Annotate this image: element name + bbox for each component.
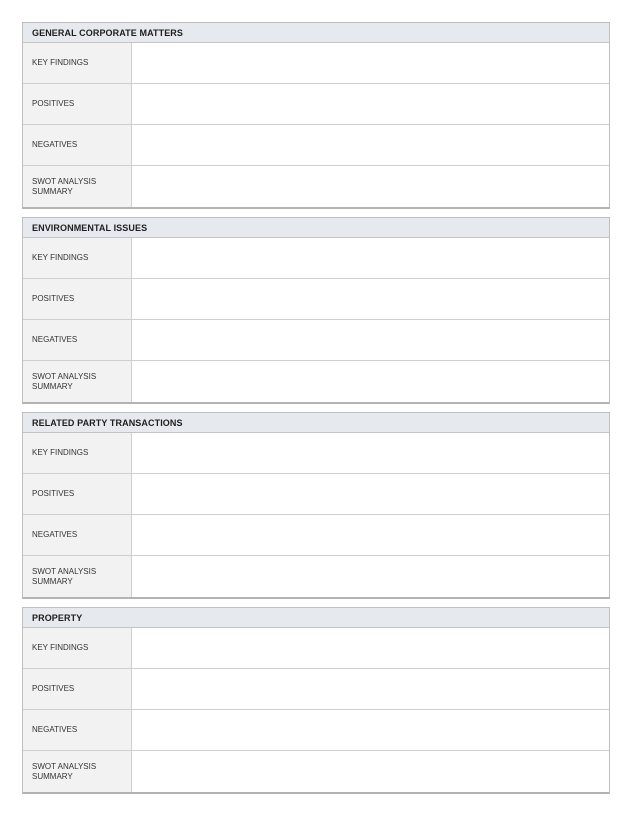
row-label-negatives: NEGATIVES [23,515,132,555]
table-row [23,515,609,556]
table-row [23,474,609,515]
row-label-key-findings: KEY FINDINGS [23,433,132,473]
row-label-swot-summary: SWOT ANALYSIS SUMMARY [23,751,132,792]
section-property [22,607,610,794]
table-row [23,669,609,710]
swot-summary-field[interactable] [132,166,609,207]
swot-summary-field[interactable] [132,361,609,402]
table-row [23,751,609,792]
table-row [23,125,609,166]
swot-summary-field[interactable] [132,556,609,597]
table-row [23,556,609,597]
table-row [23,628,609,669]
section-title: GENERAL CORPORATE MATTERS [23,23,609,43]
row-label-key-findings: KEY FINDINGS [23,628,132,668]
swot-summary-field[interactable] [132,751,609,792]
positives-field[interactable] [132,84,609,124]
row-label-swot-summary: SWOT ANALYSIS SUMMARY [23,166,132,207]
row-label-positives: POSITIVES [23,279,132,319]
key-findings-field[interactable] [132,433,609,473]
section-title: ENVIRONMENTAL ISSUES [23,218,609,238]
negatives-field[interactable] [132,710,609,750]
negatives-field[interactable] [132,320,609,360]
table-row [23,238,609,279]
key-findings-field[interactable] [132,238,609,278]
row-label-swot-summary: SWOT ANALYSIS SUMMARY [23,556,132,597]
key-findings-field[interactable] [132,628,609,668]
row-label-negatives: NEGATIVES [23,125,132,165]
section-environmental-issues [22,217,610,404]
form-page [22,22,610,802]
table-row [23,84,609,125]
row-label-negatives: NEGATIVES [23,320,132,360]
negatives-field[interactable] [132,515,609,555]
table-row [23,433,609,474]
key-findings-field[interactable] [132,43,609,83]
row-label-negatives: NEGATIVES [23,710,132,750]
row-label-positives: POSITIVES [23,84,132,124]
section-title: PROPERTY [23,608,609,628]
section-related-party-transactions [22,412,610,599]
negatives-field[interactable] [132,125,609,165]
positives-field[interactable] [132,474,609,514]
table-row [23,166,609,207]
table-row [23,279,609,320]
section-title: RELATED PARTY TRANSACTIONS [23,413,609,433]
row-label-positives: POSITIVES [23,474,132,514]
row-label-key-findings: KEY FINDINGS [23,43,132,83]
row-label-key-findings: KEY FINDINGS [23,238,132,278]
positives-field[interactable] [132,669,609,709]
row-label-swot-summary: SWOT ANALYSIS SUMMARY [23,361,132,402]
row-label-positives: POSITIVES [23,669,132,709]
positives-field[interactable] [132,279,609,319]
table-row [23,361,609,402]
table-row [23,320,609,361]
table-row [23,710,609,751]
section-general-corporate-matters [22,22,610,209]
table-row [23,43,609,84]
